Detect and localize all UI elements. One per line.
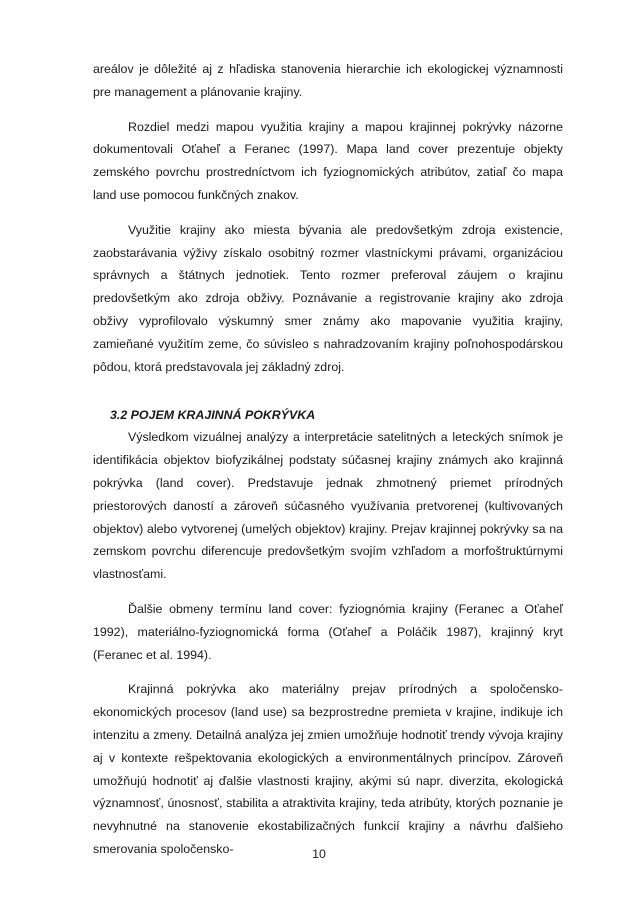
paragraph-land-use-history: Využitie krajiny ako miesta bývania ale predovšetkým zdroja existencie, zaobstarávania výživy získalo osobitný rozmer vlastníckymi právami, organizáciou správnych a štátnych jednotiek. Tento rozmer preferoval záujem o krajinu predovšetkým ako zdroja obživy. Poznávanie a registrovanie krajiny ako zdroja obživy vyprofilovalo výskumný smer známy ako mapovanie využitia krajiny, zamieňané využitím zeme, čo súvisleo s nahradzovaním krajiny poľnohospodárskou pôdou, ktorá predstavovala jej základný zdroj. — [93, 222, 563, 374]
paragraph-land-cover-definition: Výsledkom vizuálnej analýzy a interpretácie satelitných a leteckých snímok je identifikácia objektov biofyzikálnej podstaty súčasnej krajiny známych ako krajinná pokrývka (land cover). Predstavuje jednak zhmotnený priemet prírodných priestorových daností a zároveň súčasného využívania pretvorenej (kultivovaných objektov) alebo vytvorenej (umelých objektov) krajiny. Prejav krajinnej pokrývky sa na zemskom povrchu diferencuje predovšetkým svojím vzhľadom a morfoštruktúrnymi vlastnosťami. — [93, 430, 563, 582]
paragraph-land-cover-significance: Krajinná pokrývka ako materiálny prejav prírodných a spoločensko-ekonomických procesov (land use) sa bezprostredne premieta v krajine, indikuje ich intenzitu a zmeny. Detailná analýza jej zmien umožňuje hodnotiť trendy vývoja krajiny aj v kontexte rešpektovania ekologických a environmentálnych princípov. Zároveň umožňujú hodnotiť aj ďalšie vlastnosti krajiny, akými sú napr. diverzita, ekologická významnosť, únosnosť, stabilita a atraktivita krajiny, teda atribúty, ktorých poznanie je nevyhnutné na stanovenie ekostabilizačných funkcií krajiny a návrhu ďalšieho smerovania spoločensko- — [93, 682, 563, 856]
paragraph-land-cover-synonyms: Ďalšie obmeny termínu land cover: fyziognómia krajiny (Feranec a Oťaheľ 1992), materiálno-fyziognomická forma (Oťaheľ a Poláčik 1987), krajinný kryt (Feranec et al. 1994). — [93, 601, 563, 662]
paragraph-land-use-vs-cover: Rozdiel medzi mapou využitia krajiny a mapou krajinnej pokrývky názorne dokumentovali Oťaheľ a Feranec (1997). Mapa land cover prezentuje objekty zemského povrchu prostredníctvom ich fyziognomických atribútov, zatiaľ čo mapa land use pomocou funkčných znakov. — [93, 119, 563, 202]
paragraph-continued: areálov je dôležité aj z hľadiska stanovenia hierarchie ich ekologickej významnosti pre management a plánovanie krajiny. — [93, 62, 563, 99]
section-heading: 3.2 POJEM KRAJINNÁ POKRÝVKA — [110, 408, 316, 423]
page-number: 10 — [312, 847, 326, 861]
document-page — [93, 58, 563, 861]
